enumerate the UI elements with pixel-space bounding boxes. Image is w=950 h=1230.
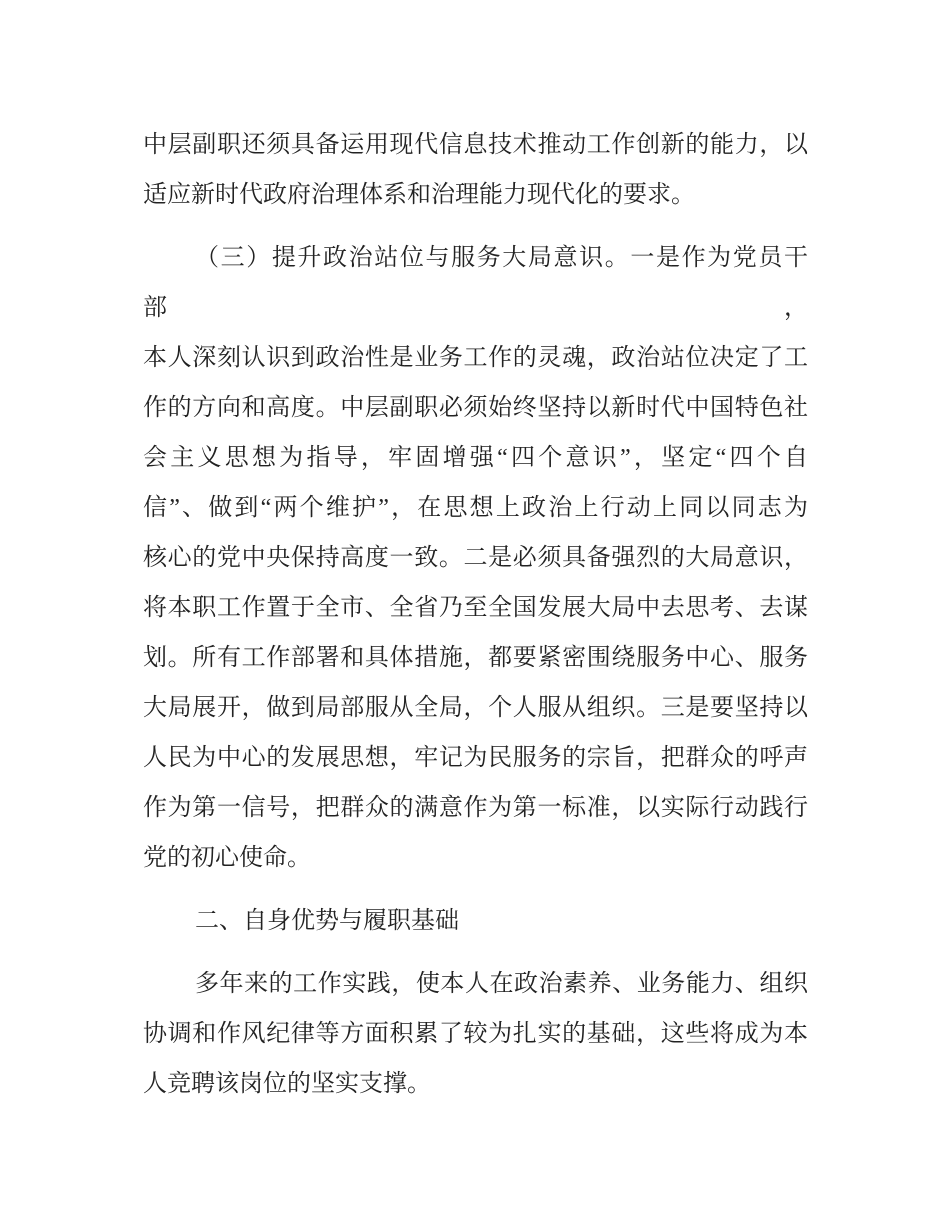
paragraph <box>143 959 808 1109</box>
text-line: 将本职工作置于全市、全省乃至全国发展大局中去思考、去谋 <box>143 595 808 621</box>
text-line: 人民为中心的发展思想，牢记为民服务的宗旨，把群众的呼声 <box>143 745 808 771</box>
paragraph <box>143 120 808 220</box>
text-line: 划。所有工作部署和具体措施，都要紧密围绕服务中心、服务 <box>143 645 808 671</box>
text-line: 多年来的工作实践，使本人在政治素养、业务能力、组织 <box>195 971 808 997</box>
text-line: 适应新时代政府治理体系和治理能力现代化的要求。 <box>143 182 695 208</box>
text-line: 大局展开，做到局部服从全局，个人服从组织。三是要坚持以 <box>143 695 808 721</box>
text-line: 中层副职还须具备运用现代信息技术推动工作创新的能力，以 <box>143 132 808 158</box>
text-line: 作为第一信号，把群众的满意作为第一标准，以实际行动践行 <box>143 795 808 821</box>
document-body <box>143 120 808 1109</box>
text-line: 人竞聘该岗位的坚实支撑。 <box>143 1071 431 1097</box>
text-line: 本人深刻认识到政治性是业务工作的灵魂，政治站位决定了工 <box>143 345 808 371</box>
section-heading-paragraph <box>143 896 808 946</box>
text-line: 党的初心使命。 <box>143 845 311 871</box>
text-line: 会主义思想为指导，牢固增强“四个意识”，坚定“四个自 <box>143 445 808 471</box>
text-line: （三）提升政治站位与服务大局意识。一是作为党员干部， <box>143 245 808 321</box>
text-line: 信”、做到“两个维护”，在思想上政治上行动上同以同志为 <box>143 495 808 521</box>
text-line: 作的方向和高度。中层副职必须始终坚持以新时代中国特色社 <box>143 395 808 421</box>
text-line: 核心的党中央保持高度一致。二是必须具备强烈的大局意识， <box>143 545 808 571</box>
text-line: 协调和作风纪律等方面积累了较为扎实的基础，这些将成为本 <box>143 1021 808 1047</box>
paragraph <box>143 233 808 883</box>
section-heading-line: 二、自身优势与履职基础 <box>195 908 459 934</box>
